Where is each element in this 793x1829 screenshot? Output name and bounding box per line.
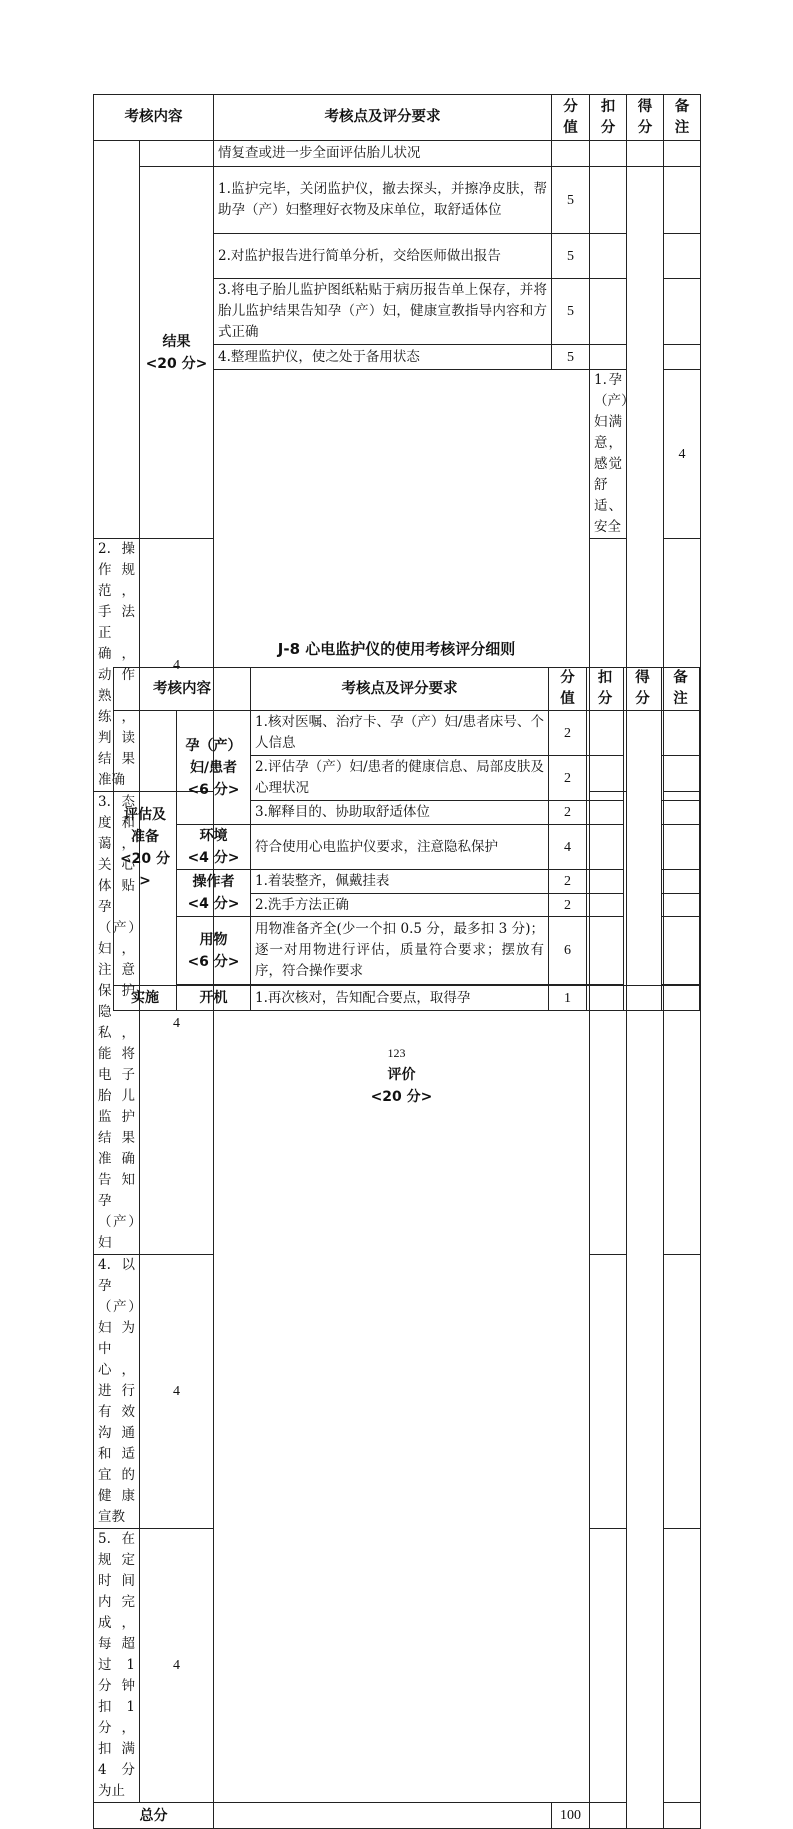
requirement-text: 2.对监护报告进行简单分析，交给医师做出报告 xyxy=(214,234,552,279)
requirement-text: 4.整理监护仪，使之处于备用状态 xyxy=(214,345,552,370)
requirement-text: 2.洗手方法正确 xyxy=(251,894,549,917)
deduct-cell xyxy=(587,986,624,1011)
score-value: 4 xyxy=(549,825,587,870)
header-score: 分 值 xyxy=(549,668,587,711)
score-value xyxy=(552,141,590,167)
deduct-cell xyxy=(587,801,624,825)
requirement-text: 1.核对医嘱、治疗卡、孕（产）妇/患者床号、个人信息 xyxy=(251,711,549,756)
supplies-group-label: 用物 <6 分> xyxy=(177,917,251,985)
score-value: 5 xyxy=(552,279,590,345)
score-value: 2 xyxy=(549,756,587,801)
header-score: 分 值 xyxy=(552,95,590,141)
note-cell xyxy=(662,870,700,894)
header-content: 考核内容 xyxy=(114,668,251,711)
note-cell xyxy=(662,894,700,917)
score-value: 5 xyxy=(552,167,590,234)
score-value: 1 xyxy=(549,986,587,1011)
deduct-cell xyxy=(590,1255,627,1529)
score-value: 4 xyxy=(140,1529,214,1803)
section-title: J-8 心电监护仪的使用考核评分细则 xyxy=(277,640,516,658)
total-row xyxy=(94,1803,701,1829)
table-row xyxy=(94,167,701,234)
header-earned: 得 分 xyxy=(624,668,662,711)
requirement-text: 2.评估孕（产）妇/患者的健康信息、局部皮肤及心理状况 xyxy=(251,756,549,801)
requirement-text: 1.监护完毕，关闭监护仪，撤去探头，并擦净皮肤，帮助孕（产）妇整理好衣物及床单位，取舒适体位 xyxy=(214,167,552,234)
table-row xyxy=(114,825,700,870)
header-earned: 得 分 xyxy=(627,95,664,141)
score-value: 4 xyxy=(140,539,214,792)
score-value: 2 xyxy=(549,711,587,756)
deduct-cell xyxy=(590,1803,627,1829)
operator-group-label: 操作者 <4 分> xyxy=(177,870,251,917)
note-cell xyxy=(664,1529,701,1803)
score-value: 4 xyxy=(664,370,701,539)
requirement-text: 4.以孕（产）妇为中心，进行有效沟通和适宜的健康宣教 xyxy=(94,1255,140,1529)
header-requirements: 考核点及评分要求 xyxy=(214,95,552,141)
result-category-label: 结果 <20 分> xyxy=(140,167,214,539)
deduct-cell xyxy=(590,141,627,167)
header-deduct: 扣 分 xyxy=(590,95,627,141)
score-value: 5 xyxy=(552,345,590,370)
requirement-text: 1.再次核对，告知配合要点，取得孕 xyxy=(251,986,549,1011)
implementation-category-label: 实施 xyxy=(114,986,177,1011)
note-cell xyxy=(662,801,700,825)
score-value: 2 xyxy=(549,870,587,894)
earned-cell xyxy=(664,1803,701,1829)
score-value: 4 xyxy=(140,1255,214,1529)
power-on-label: 开机 xyxy=(177,986,251,1011)
table-header-row xyxy=(114,668,700,711)
score-value: 4 xyxy=(140,792,214,1255)
header-content: 考核内容 xyxy=(94,95,214,141)
note-cell xyxy=(664,167,701,234)
score-value: 2 xyxy=(549,894,587,917)
requirement-text: 1.孕（产）妇满意，感觉舒适、安全 xyxy=(590,370,627,539)
requirement-text: 情复查或进一步全面评估胎儿状况 xyxy=(214,141,552,167)
requirement-text: 1.着装整齐，佩戴挂表 xyxy=(251,870,549,894)
note-cell xyxy=(664,141,701,167)
deduct-cell xyxy=(587,917,624,985)
note-cell xyxy=(664,345,701,370)
blank-category-cell xyxy=(94,141,140,539)
environment-group-label: 环境 <4 分> xyxy=(177,825,251,870)
earned-cell xyxy=(627,141,664,167)
score-value: 6 xyxy=(549,917,587,985)
table-row xyxy=(94,141,701,167)
requirement-text: 2.操作规范，手法正确，动作熟练，判读结果准确 xyxy=(94,539,140,792)
note-cell xyxy=(664,279,701,345)
patient-group-label: 孕（产） 妇/患者 <6 分> xyxy=(177,711,251,825)
deduct-cell xyxy=(590,345,627,370)
assessment-category-label: 评估及 准备 <20 分> xyxy=(114,711,177,986)
earned-cell xyxy=(624,986,662,1011)
page-number: 123 xyxy=(387,1046,406,1060)
deduct-cell xyxy=(587,825,624,870)
deduct-cell xyxy=(590,1529,627,1803)
deduct-cell xyxy=(587,870,624,894)
table-header-row xyxy=(94,95,701,141)
deduct-cell xyxy=(587,756,624,801)
header-note: 备 注 xyxy=(664,95,701,141)
earned-cell xyxy=(624,711,662,986)
note-cell xyxy=(664,234,701,279)
table-row xyxy=(114,711,700,756)
note-cell xyxy=(664,1255,701,1529)
requirement-text: 3.将电子胎儿监护图纸粘贴于病历报告单上保存，并将胎儿监护结果告知孕（产）妇，健康宣教指导内容和方式正确 xyxy=(214,279,552,345)
requirement-text: 用物准备齐全(少一个扣 0.5 分，最多扣 3 分)；逐一对用物进行评估，质量符合要求；摆放有序，符合操作要求 xyxy=(251,917,549,985)
deduct-cell xyxy=(590,167,627,234)
deduct-cell xyxy=(590,234,627,279)
requirement-text: 3.解释目的、协助取舒适体位 xyxy=(251,801,549,825)
total-score: 100 xyxy=(552,1803,590,1829)
requirement-text: 3.态度和蔼，关心体贴孕（产）妇，注意保护隐私，能将电子胎儿监护结果准确告知孕（产）妇 xyxy=(94,792,140,1255)
header-note: 备 注 xyxy=(662,668,700,711)
header-deduct: 扣 分 xyxy=(587,668,624,711)
evaluation-category-label: 评价 <20 分> xyxy=(214,370,590,1803)
note-cell xyxy=(662,917,700,985)
requirement-text: 5.在规定时间内完成，每超过 1 分钟扣 1 分，扣满 4 分为止 xyxy=(94,1529,140,1803)
score-value: 5 xyxy=(552,234,590,279)
requirement-text: 符合使用心电监护仪要求，注意隐私保护 xyxy=(251,825,549,870)
note-cell xyxy=(662,825,700,870)
deduct-cell xyxy=(587,711,624,756)
note-cell xyxy=(662,711,700,756)
blank-subcategory-cell xyxy=(140,141,214,167)
total-label: 总分 xyxy=(94,1803,214,1829)
deduct-cell xyxy=(587,894,624,917)
score-value: 2 xyxy=(549,801,587,825)
header-requirements: 考核点及评分要求 xyxy=(251,668,549,711)
note-cell xyxy=(662,756,700,801)
table-row xyxy=(114,917,700,985)
deduct-cell xyxy=(590,279,627,345)
table-row xyxy=(114,870,700,894)
total-blank-cell xyxy=(214,1803,552,1829)
table-row xyxy=(114,986,700,1011)
scoring-table-ecg-monitor xyxy=(113,667,700,1011)
note-cell xyxy=(662,986,700,1011)
